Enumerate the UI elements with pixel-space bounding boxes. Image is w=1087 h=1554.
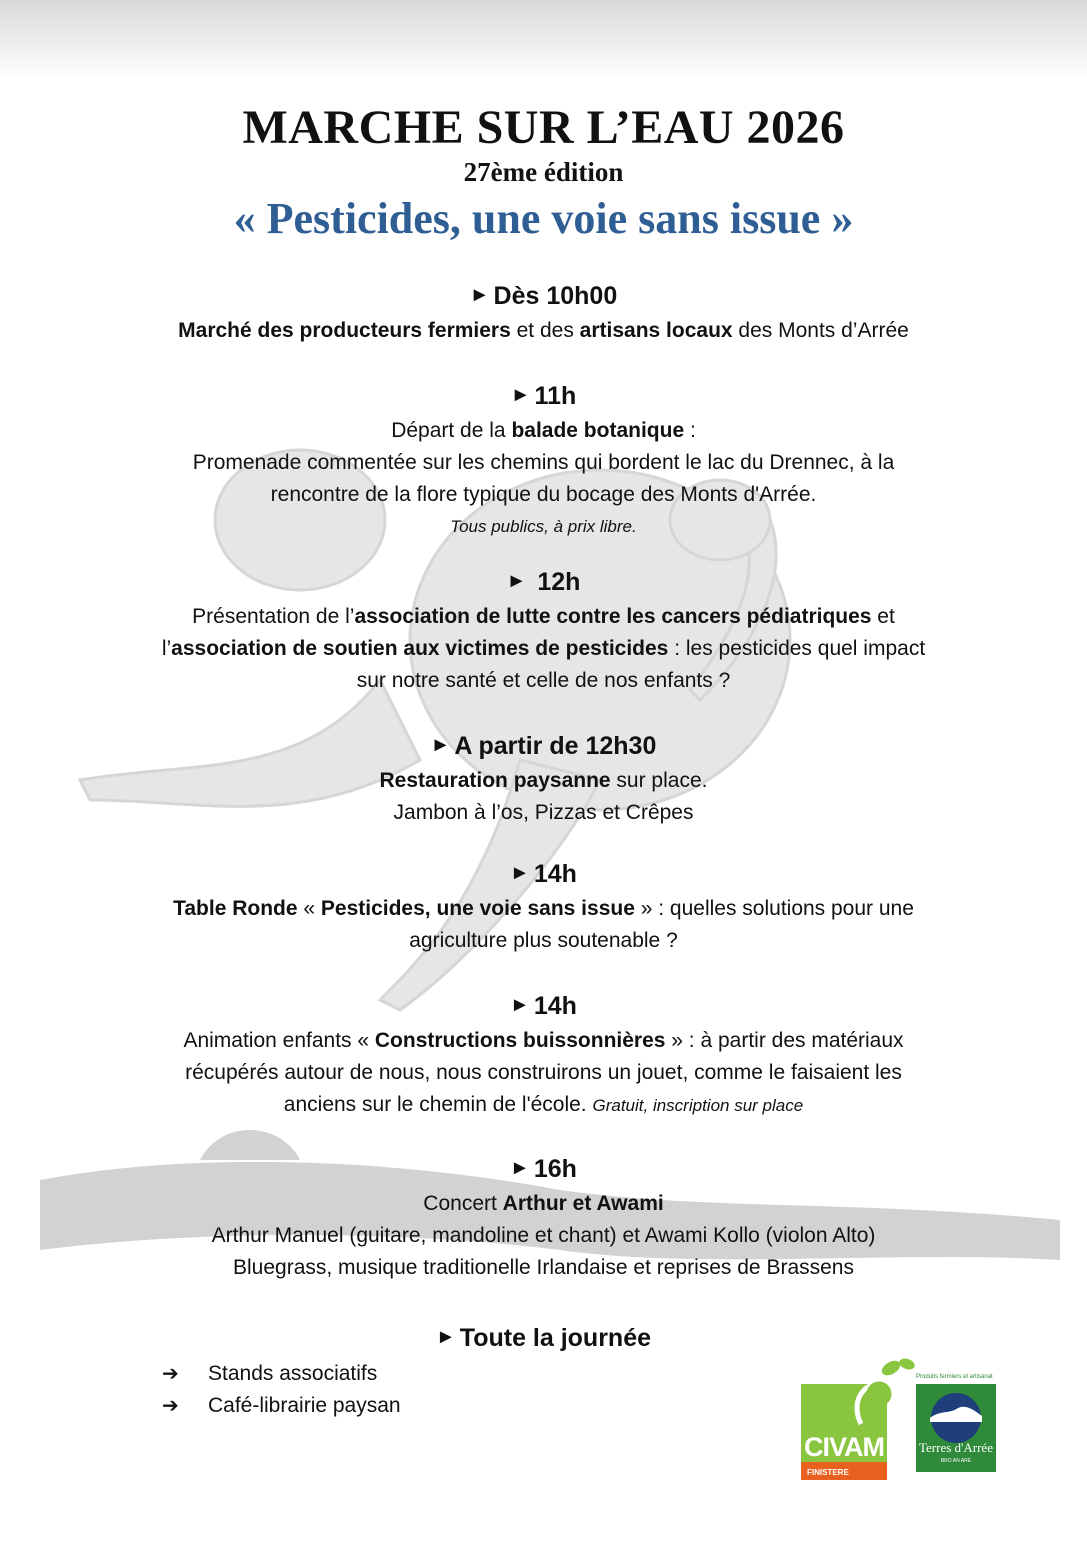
description-line: sur notre santé et celle de nos enfants ?	[356, 669, 731, 692]
civam-name: CIVAM	[804, 1432, 884, 1462]
time-label: 14h	[533, 860, 577, 888]
description: Animation enfants « Constructions buissonnières » : à partir des matériaux	[183, 1029, 904, 1052]
description-line: anciens sur le chemin de l'école. Gratuit, inscription sur place	[283, 1093, 804, 1116]
description-line: Arthur Manuel (guitare, mandoline et chant) et Awami Kollo (violon Alto)	[211, 1224, 876, 1247]
schedule-item-7	[0, 1155, 1087, 1284]
arrow-icon: ►	[510, 862, 530, 884]
description: Présentation de l’association de lutte contre les cancers pédiatriques et	[192, 605, 895, 628]
time-label: 11h	[534, 382, 577, 410]
time-label: Dès 10h00	[493, 282, 618, 310]
time-label: 12h	[537, 568, 581, 596]
time-heading	[0, 1324, 1087, 1353]
civam-sub: FINISTERE	[807, 1468, 849, 1477]
description-line: Jambon à l’os, Pizzas et Crêpes	[393, 801, 694, 824]
arrow-icon: ►	[469, 284, 490, 306]
arrow-icon: ►	[510, 1157, 530, 1179]
description-line: l’association de soutien aux victimes de pesticides : les pesticides quel impact	[161, 637, 926, 660]
sprout-icon	[841, 1354, 917, 1426]
arrow-icon: ►	[510, 994, 530, 1016]
right-arrow-icon: ➔	[162, 1363, 179, 1385]
event-theme: « Pesticides, une voie sans issue »	[233, 194, 854, 243]
time-heading	[0, 992, 1087, 1021]
description-line: Promenade commentée sur les chemins qui bordent le lac du Drennec, à la	[192, 451, 895, 474]
time-heading	[0, 568, 1087, 597]
list-item: ➔ Café-librairie paysan	[162, 1390, 401, 1422]
schedule-item-6	[0, 992, 1087, 1122]
note: Gratuit, inscription sur place	[592, 1096, 804, 1115]
schedule-item-8	[0, 1324, 1087, 1353]
schedule-item-4	[0, 732, 1087, 829]
terres-darree-logo	[914, 1374, 998, 1474]
all-day-list	[162, 1358, 401, 1422]
note: Tous publics, à prix libre.	[450, 517, 637, 536]
terres-name: Terres d'Arrée	[919, 1440, 993, 1455]
description: Restauration paysanne sur place.	[379, 769, 708, 792]
description-line: Bluegrass, musique traditionelle Irlandaise et reprises de Brassens	[233, 1256, 854, 1279]
time-label: 14h	[533, 992, 577, 1020]
time-heading	[0, 282, 1087, 311]
terres-sub: BRO AN ARE	[940, 1458, 972, 1464]
description-line: rencontre de la flore typique du bocage des Monts d'Arrée.	[270, 483, 817, 506]
schedule-item-1	[0, 282, 1087, 347]
arrow-icon: ►	[510, 384, 531, 406]
list-item: ➔ Stands associatifs	[162, 1358, 401, 1390]
edition-label: 27ème édition	[463, 157, 624, 187]
time-heading	[0, 382, 1087, 411]
description-line: récupérés autour de nous, nous construirons un jouet, comme le faisaient les	[185, 1061, 902, 1084]
right-arrow-icon: ➔	[162, 1395, 179, 1417]
schedule-item-2	[0, 382, 1087, 543]
description: Table Ronde « Pesticides, une voie sans issue » : quelles solutions pour une	[173, 897, 914, 920]
description: Concert Arthur et Awami	[423, 1192, 664, 1215]
description: Marché des producteurs fermiers et des artisans locaux des Monts d’Arrée	[178, 319, 909, 342]
time-label: A partir de 12h30	[454, 732, 657, 760]
poster-title: MARCHE SUR L’EAU 2026	[242, 101, 845, 154]
schedule-item-3	[0, 568, 1087, 697]
description: Départ de la balade botanique :	[391, 419, 696, 442]
time-label: 16h	[533, 1155, 577, 1183]
time-heading	[0, 1155, 1087, 1184]
time-heading	[0, 860, 1087, 889]
time-heading	[0, 732, 1087, 761]
arrow-icon: ►	[430, 734, 451, 756]
terres-tagline: Produits fermiers et artisanat	[916, 1374, 993, 1380]
time-label: Toute la journée	[459, 1324, 652, 1352]
schedule-item-5	[0, 860, 1087, 957]
description-line: agriculture plus soutenable ?	[409, 929, 678, 952]
arrow-icon: ►	[506, 570, 527, 592]
civam-logo	[801, 1384, 887, 1480]
arrow-icon: ►	[435, 1326, 456, 1348]
